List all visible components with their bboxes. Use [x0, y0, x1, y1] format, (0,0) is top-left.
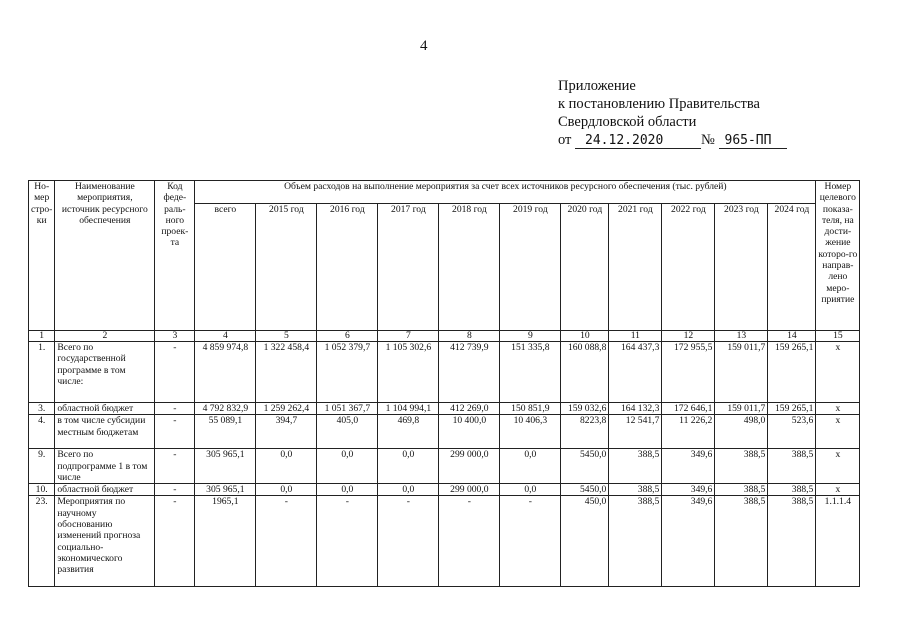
column-index: 15: [816, 331, 860, 342]
year-value: 299 000,0: [439, 449, 500, 484]
year-value: 349,6: [662, 496, 715, 587]
column-index-row: [29, 331, 860, 342]
year-value: 151 335,8: [500, 342, 561, 403]
header-year: 2015 год: [256, 204, 317, 331]
year-value: 5450,0: [561, 449, 609, 484]
year-value: 299 000,0: [439, 484, 500, 496]
year-value: 349,6: [662, 484, 715, 496]
year-value: 1 104 994,1: [378, 403, 439, 415]
header-year: 2017 год: [378, 204, 439, 331]
year-value: 1 052 379,7: [317, 342, 378, 403]
year-value: 159 265,1: [768, 342, 816, 403]
year-value: 150 851,9: [500, 403, 561, 415]
year-value: 0,0: [500, 449, 561, 484]
header-row-number: Но-мер стро-ки: [29, 181, 55, 331]
year-value: 164 437,3: [609, 342, 662, 403]
federal-project-code: -: [155, 342, 195, 403]
table-row: [29, 484, 860, 496]
table-row: [29, 449, 860, 484]
year-value: 523,6: [768, 415, 816, 449]
table-row: [29, 342, 860, 403]
header-target-indicator: Номер целевого показа-теля, на дости-жение которо-го направ-лено меро-приятие: [816, 181, 860, 331]
header-activity-name: Наименование мероприятия, источник ресурсного обеспечения: [55, 181, 155, 331]
federal-project-code: -: [155, 496, 195, 587]
total-value: 4 792 832,9: [195, 403, 256, 415]
column-index: 12: [662, 331, 715, 342]
total-value: 4 859 974,8: [195, 342, 256, 403]
target-indicator: x: [816, 415, 860, 449]
table-row: [29, 403, 860, 415]
row-number: 4.: [29, 415, 55, 449]
appendix-region: Свердловской области: [558, 114, 697, 130]
header-expenses: Объем расходов на выполнение мероприятия за счет всех источников ресурсного обеспечения (тыс. рублей): [195, 181, 816, 204]
activity-name: в том числе субсидии местным бюджетам: [55, 415, 155, 449]
column-index: 6: [317, 331, 378, 342]
year-value: 388,5: [609, 484, 662, 496]
federal-project-code: -: [155, 484, 195, 496]
total-value: 1965,1: [195, 496, 256, 587]
appendix-decree-ref: к постановлению Правительства: [558, 96, 760, 112]
year-value: -: [317, 496, 378, 587]
column-index: 8: [439, 331, 500, 342]
row-number: 10.: [29, 484, 55, 496]
year-value: 164 132,3: [609, 403, 662, 415]
target-indicator: x: [816, 484, 860, 496]
table-row: [29, 496, 860, 587]
column-index: 14: [768, 331, 816, 342]
year-value: 394,7: [256, 415, 317, 449]
year-value: 388,5: [715, 484, 768, 496]
year-value: 159 011,7: [715, 403, 768, 415]
year-value: 1 259 262,4: [256, 403, 317, 415]
header-year: 2020 год: [561, 204, 609, 331]
year-value: 0,0: [378, 449, 439, 484]
target-indicator: x: [816, 342, 860, 403]
year-value: 172 955,5: [662, 342, 715, 403]
year-value: 159 011,7: [715, 342, 768, 403]
year-value: 498,0: [715, 415, 768, 449]
decree-date-number: [558, 131, 787, 149]
year-value: 412 269,0: [439, 403, 500, 415]
budget-table: [28, 180, 860, 587]
year-value: 12 541,7: [609, 415, 662, 449]
year-value: 349,6: [662, 449, 715, 484]
page-number: 4: [420, 38, 428, 54]
decree-number: 965-ПП: [719, 133, 787, 149]
column-index: 10: [561, 331, 609, 342]
federal-project-code: -: [155, 415, 195, 449]
target-indicator: x: [816, 403, 860, 415]
year-value: 388,5: [768, 484, 816, 496]
row-number: 3.: [29, 403, 55, 415]
appendix-title: Приложение: [558, 78, 636, 94]
year-value: 1 322 458,4: [256, 342, 317, 403]
year-value: 0,0: [317, 484, 378, 496]
total-value: 305 965,1: [195, 449, 256, 484]
activity-name: областной бюджет: [55, 484, 155, 496]
column-index: 4: [195, 331, 256, 342]
column-index: 3: [155, 331, 195, 342]
header-year: 2021 год: [609, 204, 662, 331]
year-value: 0,0: [256, 449, 317, 484]
year-value: 0,0: [378, 484, 439, 496]
column-index: 11: [609, 331, 662, 342]
activity-name: Всего по подпрограмме 1 в том числе: [55, 449, 155, 484]
year-value: 388,5: [715, 496, 768, 587]
decree-date: 24.12.2020: [575, 133, 701, 149]
federal-project-code: -: [155, 403, 195, 415]
column-index: 9: [500, 331, 561, 342]
year-value: 159 265,1: [768, 403, 816, 415]
year-value: 5450,0: [561, 484, 609, 496]
year-value: 469,8: [378, 415, 439, 449]
appendix-header: [558, 77, 787, 149]
year-value: 1 051 367,7: [317, 403, 378, 415]
year-value: 10 406,3: [500, 415, 561, 449]
year-value: 0,0: [317, 449, 378, 484]
year-value: 0,0: [256, 484, 317, 496]
year-value: 388,5: [768, 496, 816, 587]
year-value: 388,5: [768, 449, 816, 484]
year-value: 159 032,6: [561, 403, 609, 415]
header-year: 2023 год: [715, 204, 768, 331]
federal-project-code: -: [155, 449, 195, 484]
row-number: 1.: [29, 342, 55, 403]
year-value: -: [439, 496, 500, 587]
row-number: 23.: [29, 496, 55, 587]
column-index: 7: [378, 331, 439, 342]
year-value: 450,0: [561, 496, 609, 587]
year-value: 1 105 302,6: [378, 342, 439, 403]
column-index: 1: [29, 331, 55, 342]
total-value: 305 965,1: [195, 484, 256, 496]
number-prefix: №: [701, 132, 715, 148]
header-year: 2016 год: [317, 204, 378, 331]
activity-name: Всего по государственной программе в том числе:: [55, 342, 155, 403]
activity-name: Мероприятия по научному обоснованию изменений прогноза социально-экономического развития: [55, 496, 155, 587]
year-value: 11 226,2: [662, 415, 715, 449]
column-index: 5: [256, 331, 317, 342]
header-total: всего: [195, 204, 256, 331]
column-index: 2: [55, 331, 155, 342]
header-year: 2024 год: [768, 204, 816, 331]
year-value: 388,5: [715, 449, 768, 484]
year-value: 405,0: [317, 415, 378, 449]
total-value: 55 089,1: [195, 415, 256, 449]
year-value: 8223,8: [561, 415, 609, 449]
year-value: 0,0: [500, 484, 561, 496]
activity-name: областной бюджет: [55, 403, 155, 415]
target-indicator: 1.1.1.4: [816, 496, 860, 587]
target-indicator: x: [816, 449, 860, 484]
year-value: 388,5: [609, 496, 662, 587]
year-value: 160 088,8: [561, 342, 609, 403]
header-year: 2019 год: [500, 204, 561, 331]
year-value: -: [256, 496, 317, 587]
year-value: 412 739,9: [439, 342, 500, 403]
table-body: [29, 331, 860, 587]
year-value: 172 646,1: [662, 403, 715, 415]
year-value: 10 400,0: [439, 415, 500, 449]
year-value: 388,5: [609, 449, 662, 484]
row-number: 9.: [29, 449, 55, 484]
header-year: 2022 год: [662, 204, 715, 331]
column-index: 13: [715, 331, 768, 342]
header-federal-project-code: Код феде-раль-ного проек-та: [155, 181, 195, 331]
year-value: -: [500, 496, 561, 587]
year-value: -: [378, 496, 439, 587]
date-prefix: от: [558, 132, 572, 148]
table-row: [29, 415, 860, 449]
header-year: 2018 год: [439, 204, 500, 331]
